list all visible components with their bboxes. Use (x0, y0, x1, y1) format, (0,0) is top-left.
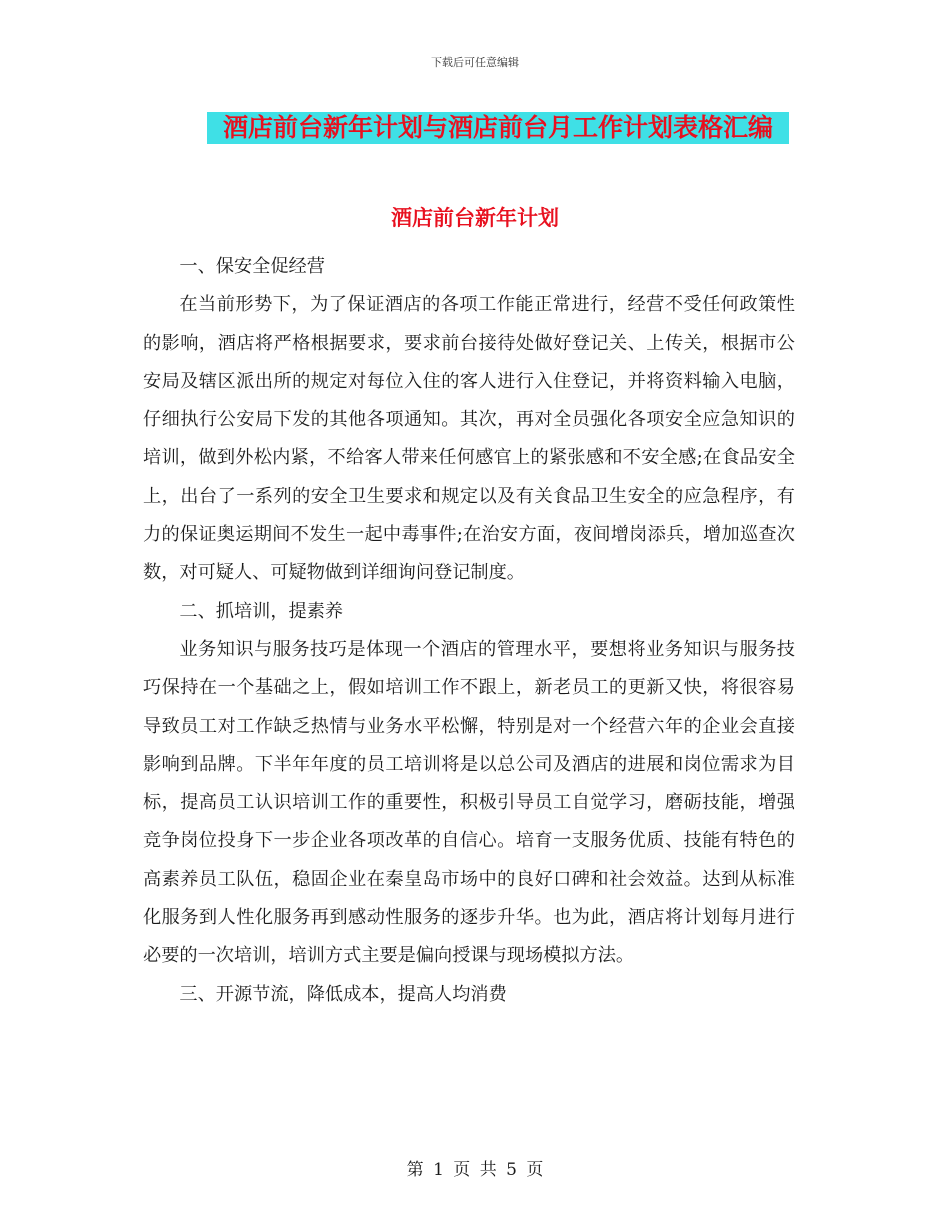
paragraph-2: 业务知识与服务技巧是体现一个酒店的管理水平，要想将业务知识与服务技巧保持在一个基础之上，假如培训工作不跟上，新老员工的更新又快，将很容易导致员工对工作缺乏热情与业务水平松懈，特别是对一个经营六年的企业会直接影响到品牌。下半年年度的员工培训将是以总公司及酒店的进展和岗位需求为目标，提高员工认识培训工作的重要性，积极引导员工自觉学习，磨砺技能，增强竞争岗位投身下一步企业各项改革的自信心。培育一支服务优质、技能有特色的高素养员工队伍，稳固企业在秦皇岛市场中的良好口碑和社会效益。达到从标准化服务到人性化服务再到感动性服务的逐步升华。也为此，酒店将计划每月进行必要的一次培训，培训方式主要是偏向授课与现场模拟方法。 (143, 638, 795, 967)
paragraph-heading-1: 一、保安全促经营 (179, 256, 325, 277)
section-title: 酒店前台新年计划 (391, 206, 559, 230)
document-body (143, 248, 795, 1014)
paragraph-heading-2: 二、抓培训，提素养 (179, 600, 344, 622)
document-title-highlight (207, 112, 789, 144)
paragraph-1: 在当前形势下，为了保证酒店的各项工作能正常进行，经营不受任何政策性的影响，酒店将严格根据要求，要求前台接待处做好登记关、上传关，根据市公安局及辖区派出所的规定对每位入住的客人进行入住登记，并将资料输入电脑，仔细执行公安局下发的其他各项通知。其次，再对全员强化各项安全应急知识的培训，做到外松内紧，不给客人带来任何感官上的紧张感和不安全感;在食品安全上，出台了一系列的安全卫生要求和规定以及有关食品卫生安全的应急程序，有力的保证奥运期间不发生一起中毒事件;在治安方面，夜间增岗添兵，增加巡查次数，对可疑人、可疑物做到详细询问登记制度。 (143, 294, 795, 584)
document-title: 酒店前台新年计划与酒店前台月工作计划表格汇编 (222, 113, 773, 142)
download-note: 下载后可任意编辑 (431, 56, 519, 69)
page-number: 第 1 页 共 5 页 (406, 1160, 544, 1180)
paragraph-heading-3: 三、开源节流，降低成本，提高人均消费 (179, 983, 507, 1005)
